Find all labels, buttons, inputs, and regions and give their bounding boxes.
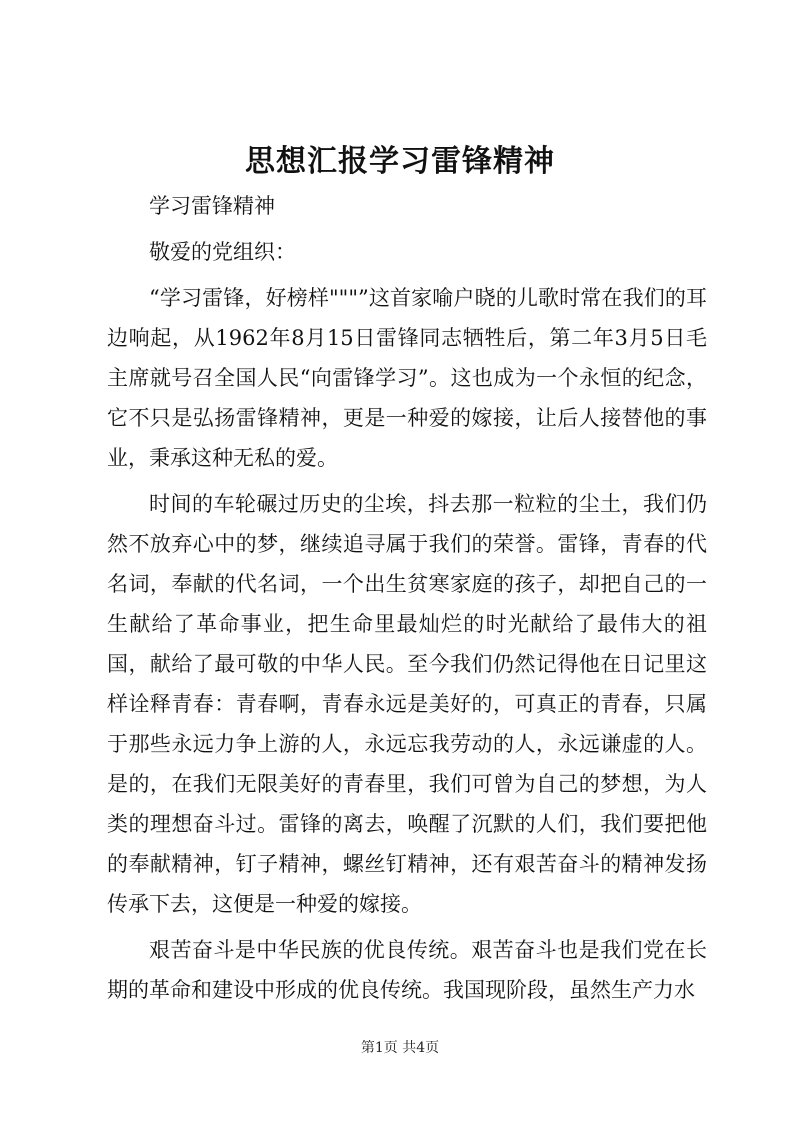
document-body [107, 186, 707, 1010]
document-title: 思想汇报学习雷锋精神 [245, 144, 555, 179]
paragraph-subtitle: 学习雷锋精神 [149, 194, 275, 218]
page-number-footer: 第1页 共4页 [360, 1040, 440, 1056]
paragraph-hard-work: 艰苦奋斗是中华民族的优良传统。艰苦奋斗也是我们党在长期的革命和建设中形成的优良传统。我国现阶段，虽然生产力水 [107, 938, 707, 1002]
paragraph-youth: 时间的车轮碾过历史的尘埃，抖去那一粒粒的尘土，我们仍然不放弃心中的梦，继续追寻属于我们的荣誉。雷锋，青春的代名词，奉献的代名词，一个出生贫寒家庭的孩子，却把自己的一生献给了革命事业，把生命里最灿烂的时光献给了最伟大的祖国，献给了最可敬的中华人民。至今我们仍然记得他在日记里这样诠释青春：青春啊，青春永远是美好的，可真正的青春，只属于那些永远力争上游的人，永远忘我劳动的人，永远谦虚的人。是的，在我们无限美好的青春里，我们可曾为自己的梦想，为人类的理想奋斗过。雷锋的离去，唤醒了沉默的人们，我们要把他的奉献精神，钉子精神，螺丝钉精神，还有艰苦奋斗的精神发扬传承下去，这便是一种爱的嫁接。 [107, 492, 707, 916]
paragraph-intro: “学习雷锋，好榜样"""”这首家喻户晓的儿歌时常在我们的耳边响起，从1962年8月15日雷锋同志牺牲后，第二年3月5日毛主席就号召全国人民“向雷锋学习”。这也成为一个永恒的纪念，它不只是弘扬雷锋精神，更是一种爱的嫁接，让后人接替他的事业，秉承这种无私的爱。 [107, 286, 707, 470]
paragraph-salutation: 敬爱的党组织： [149, 240, 296, 264]
